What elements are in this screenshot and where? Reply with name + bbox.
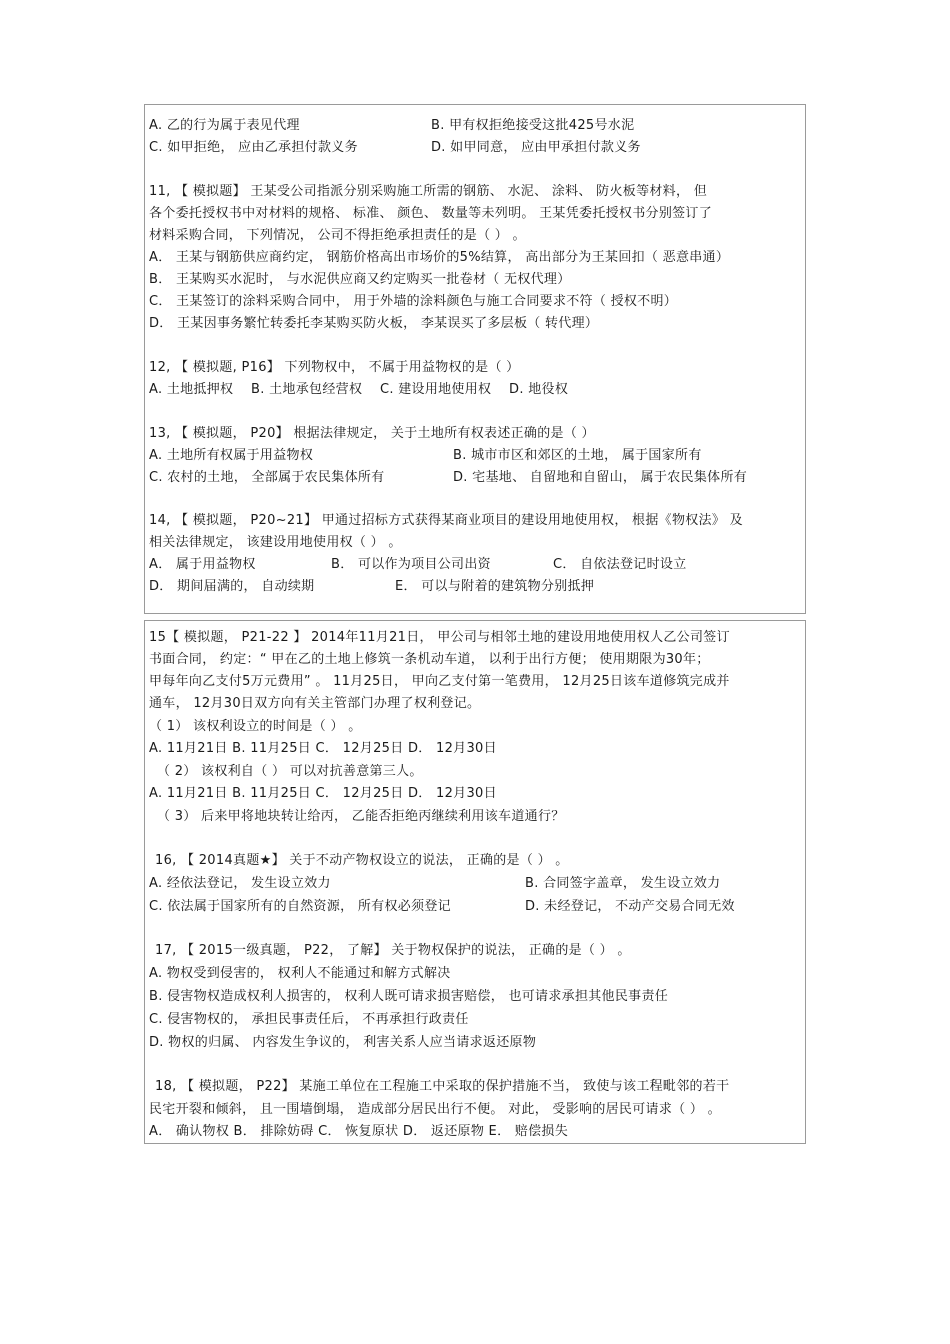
q16-option-c: C. 依法属于国家所有的自然资源， 所有权必须登记: [149, 899, 451, 914]
q14-option-b: B． 可以作为项目公司出资: [331, 557, 491, 572]
q18-stem-line: 民宅开裂和倾斜， 且一围墙倒塌， 造成部分居民出行不便。 对此， 受影响的居民可请求（ ） 。: [149, 1102, 721, 1117]
q15-sub3: （ 3） 后来甲将地块转让给丙， 乙能否拒绝丙继续利用该车道通行？: [157, 809, 565, 824]
q11-option-d: D． 王某因事务繁忙转委托李某购买防火板， 李某误买了多层板（ 转代理）: [149, 316, 599, 331]
q13-stem: 13, 【 模拟题， P20】 根据法律规定， 关于土地所有权表述正确的是（ ）: [149, 426, 595, 441]
q11-stem-line: 11, 【 模拟题】 王某受公司指派分别采购施工所需的钢筋、 水泥、 涂料、 防火板等材料， 但: [149, 184, 708, 199]
question-block-1: [144, 104, 806, 614]
q17-option-a: A. 物权受到侵害的， 权利人不能通过和解方式解决: [149, 966, 451, 981]
q17-option-c: C. 侵害物权的， 承担民事责任后， 不再承担行政责任: [149, 1012, 469, 1027]
question-block-2: [144, 620, 806, 1144]
q14-stem-line: 14, 【 模拟题， P20~21】 甲通过招标方式获得某商业项目的建设用地使用权， 根据《物权法》 及: [149, 513, 743, 528]
q12-options: A. 土地抵押权 B. 土地承包经营权 C. 建设用地使用权 D. 地役权: [149, 382, 569, 397]
q10-option-c: C. 如甲拒绝， 应由乙承担付款义务: [149, 140, 358, 155]
q16-option-d: D. 未经登记， 不动产交易合同无效: [525, 899, 735, 914]
q14-option-e: E． 可以与附着的建筑物分别抵押: [395, 579, 595, 594]
q15-stem-line: 15【 模拟题， P21-22 】 2014年11月21日， 甲公司与相邻土地的建设用地使用权人乙公司签订: [149, 630, 730, 645]
q14-option-c: C． 自依法登记时设立: [553, 557, 687, 572]
q16-stem: 16, 【 2014真题★】 关于不动产物权设立的说法， 正确的是（ ） 。: [155, 853, 569, 868]
q17-option-d: D. 物权的归属、 内容发生争议的， 利害关系人应当请求返还原物: [149, 1035, 537, 1050]
q16-option-a: A. 经依法登记， 发生设立效力: [149, 876, 331, 891]
q13-option-a: A. 土地所有权属于用益物权: [149, 448, 314, 463]
q17-stem: 17, 【 2015一级真题， P22， 了解】 关于物权保护的说法， 正确的是（ ） 。: [155, 943, 631, 958]
q10-option-b: B. 甲有权拒绝接受这批425号水泥: [431, 118, 635, 133]
q14-stem-line: 相关法律规定， 该建设用地使用权（ ） 。: [149, 535, 402, 550]
q15-sub2-options: A. 11月21日 B. 11月25日 C． 12月25日 D． 12月30日: [149, 786, 497, 801]
q18-options: A． 确认物权 B． 排除妨碍 C． 恢复原状 D． 返还原物 E． 赔偿损失: [149, 1124, 569, 1139]
q14-option-d: D． 期间届满的， 自动续期: [149, 579, 315, 594]
q15-sub2: （ 2） 该权利自（ ） 可以对抗善意第三人。: [157, 764, 423, 779]
q13-option-b: B. 城市市区和郊区的土地， 属于国家所有: [453, 448, 702, 463]
q11-option-a: A． 王某与钢筋供应商约定， 钢筋价格高出市场价的5%结算， 高出部分为王某回扣（ 恶意串通）: [149, 250, 730, 265]
q11-option-c: C． 王某签订的涂料采购合同中， 用于外墙的涂料颜色与施工合同要求不符（ 授权不明）: [149, 294, 678, 309]
q15-stem-line: 通车， 12月30日双方向有关主管部门办理了权利登记。: [149, 696, 481, 711]
q18-stem-line: 18, 【 模拟题， P22】 某施工单位在工程施工中采取的保护措施不当， 致使与该工程毗邻的若干: [155, 1079, 730, 1094]
q15-sub1-options: A. 11月21日 B. 11月25日 C． 12月25日 D． 12月30日: [149, 741, 497, 756]
q10-option-a: A. 乙的行为属于表见代理: [149, 118, 300, 133]
q13-option-d: D. 宅基地、 自留地和自留山， 属于农民集体所有: [453, 470, 748, 485]
q14-option-a: A． 属于用益物权: [149, 557, 256, 572]
q12-stem: 12, 【 模拟题, P16】 下列物权中， 不属于用益物权的是（ ）: [149, 360, 520, 375]
q10-option-d: D. 如甲同意， 应由甲承担付款义务: [431, 140, 641, 155]
q13-option-c: C. 农村的土地， 全部属于农民集体所有: [149, 470, 385, 485]
q17-option-b: B. 侵害物权造成权利人损害的， 权利人既可请求损害赔偿， 也可请求承担其他民事责任: [149, 989, 669, 1004]
q11-stem-line: 各个委托授权书中对材料的规格、 标准、 颜色、 数量等未列明。 王某凭委托授权书分别签订了: [149, 206, 713, 221]
q15-sub1: （ 1） 该权利设立的时间是（ ） 。: [149, 719, 362, 734]
q15-stem-line: 甲每年向乙支付5万元费用” 。 11月25日， 甲向乙支付第一笔费用， 12月25日该车道修筑完成并: [149, 674, 730, 689]
q11-stem-line: 材料采购合同， 下列情况， 公司不得拒绝承担责任的是（ ） 。: [149, 228, 526, 243]
q16-option-b: B. 合同签字盖章， 发生设立效力: [525, 876, 721, 891]
q15-stem-line: 书面合同， 约定：“ 甲在乙的土地上修筑一条机动车道， 以利于出行方便； 使用期限为30年；: [149, 652, 710, 667]
q11-option-b: B． 王某购买水泥时， 与水泥供应商又约定购买一批卷材（ 无权代理）: [149, 272, 571, 287]
